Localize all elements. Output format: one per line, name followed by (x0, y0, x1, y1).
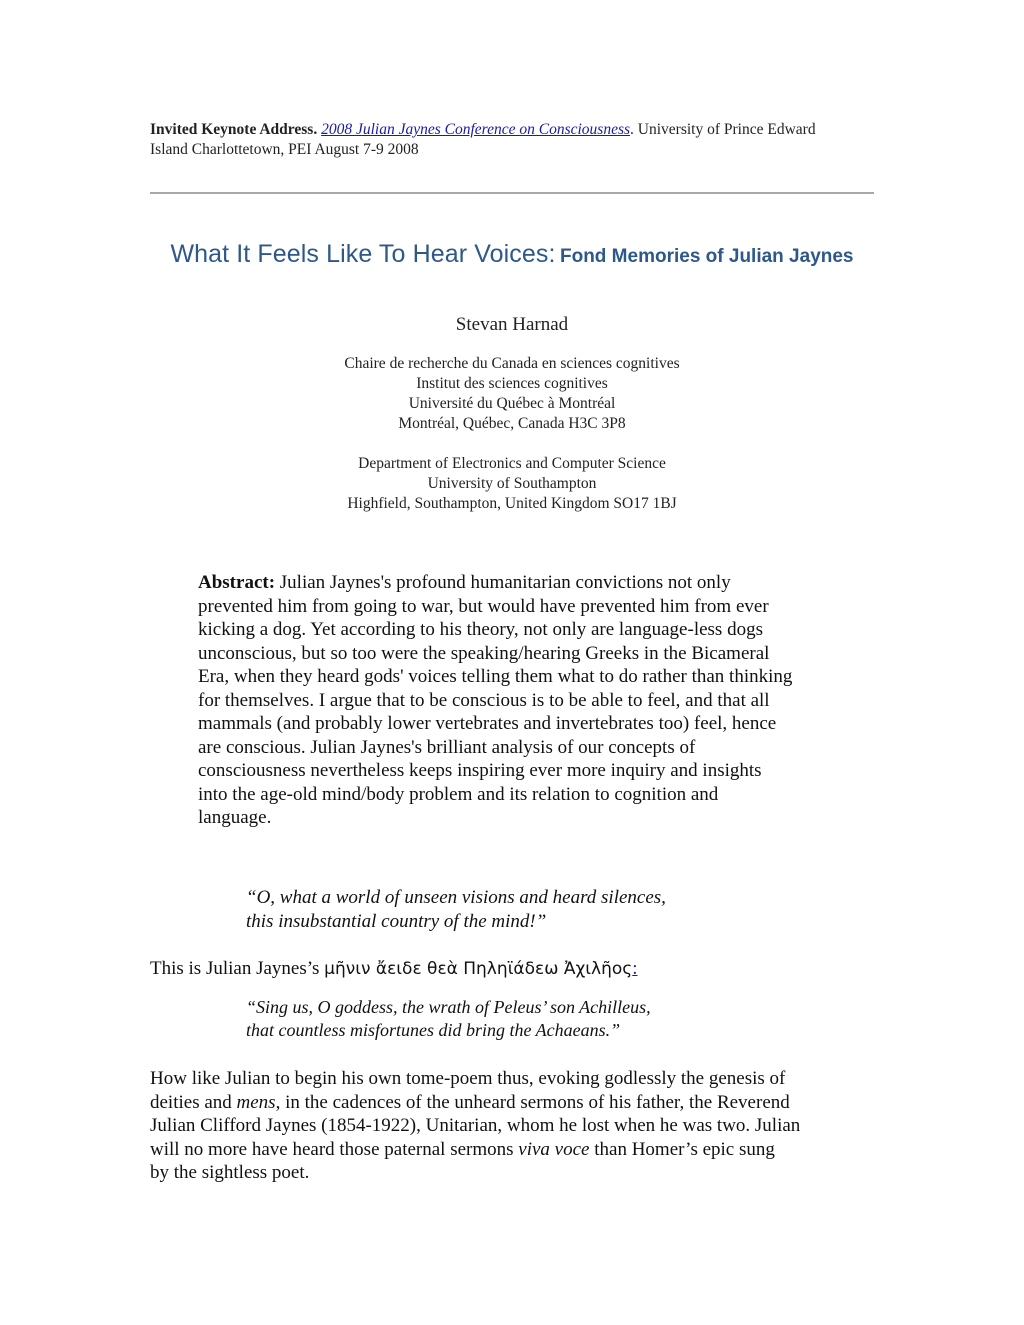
abstract-line: consciousness nevertheless keeps inspiring ever more inquiry and insights (198, 760, 762, 781)
paragraph-line: How like Julian to begin his own tome-poem thus, evoking godlessly the genesis of (150, 1068, 786, 1089)
affiliation-line: Department of Electronics and Computer Science (358, 455, 666, 472)
paragraph-line: deities and mens, in the cadences of the unheard sermons of his father, the Reverend (150, 1091, 790, 1113)
affiliation-southampton (0, 454, 1024, 514)
abstract (198, 571, 878, 830)
conference-link[interactable]: 2008 Julian Jaynes Conference on Consciousness (321, 121, 631, 138)
affiliation-montreal (0, 354, 1024, 434)
author-name: Stevan Harnad (455, 314, 569, 335)
abstract-line: language. (198, 807, 272, 828)
quote-line: this insubstantial country of the mind!” (246, 910, 547, 932)
paragraph-line: will no more have heard those paternal sermons viva voce than Homer’s epic sung (150, 1138, 775, 1160)
header-lead: Invited Keynote Address. (150, 121, 318, 138)
italic-mens: mens (236, 1091, 276, 1113)
abstract-line: Abstract: Julian Jaynes's profound humanitarian convictions not only (198, 572, 731, 593)
greek-text: μῆνιν ἄειδε θεὰ Πηληϊάδεω Ἀχιλῆος (324, 959, 633, 979)
paragraph-line: by the sightless poet. (150, 1162, 310, 1183)
epigraph-quote (246, 886, 846, 933)
header-line-2: Island Charlottetown, PEI August 7-9 2008 (150, 141, 419, 158)
quote-line: “Sing us, O goddess, the wrath of Peleus’ son Achilleus, (246, 997, 651, 1017)
affiliation-line: Université du Québec à Montréal (408, 395, 616, 412)
title-main: What It Feels Like To Hear Voices: (170, 240, 556, 268)
affiliation-line: Chaire de recherche du Canada en sciences cognitives (344, 355, 680, 372)
greek-colon-link[interactable]: : (632, 958, 638, 979)
abstract-line: for themselves. I argue that to be conscious is to be able to feel, and that all (198, 689, 770, 711)
affiliation-line: Highfield, Southampton, United Kingdom SO17 1BJ (347, 495, 677, 512)
abstract-line: into the age-old mind/body problem and its relation to cognition and (198, 783, 719, 805)
homer-line (150, 957, 890, 981)
paragraph-line: Julian Clifford Jaynes (1854-1922), Unitarian, whom he lost when he was two. Julian (150, 1115, 801, 1136)
quote-line: that countless misfortunes did bring the Achaeans.” (246, 1020, 621, 1040)
body-paragraph (150, 1067, 878, 1185)
title-sub: Fond Memories of Julian Jaynes (559, 246, 854, 267)
homer-prefix: This is Julian Jaynes’s (150, 958, 325, 979)
iliad-translation-quote (246, 996, 846, 1042)
abstract-line: prevented him from going to war, but would have prevented him from ever (198, 595, 769, 617)
affiliation-line: University of Southampton (427, 475, 597, 492)
keynote-header (150, 120, 880, 160)
header-rest: . University of Prince Edward (630, 121, 816, 138)
abstract-label: Abstract: (198, 572, 276, 593)
abstract-line: unconscious, but so too were the speaking/hearing Greeks in the Bicameral (198, 642, 770, 664)
paper-title (0, 240, 1024, 269)
abstract-line: kicking a dog. Yet according to his theory, not only are language-less dogs (198, 619, 763, 640)
horizontal-rule (150, 192, 874, 194)
italic-viva-voce: viva voce (518, 1138, 590, 1160)
abstract-line: are conscious. Julian Jaynes's brilliant analysis of our concepts of (198, 736, 696, 758)
abstract-line: mammals (and probably lower vertebrates and invertebrates too) feel, hence (198, 713, 777, 734)
affiliation-line: Institut des sciences cognitives (416, 375, 608, 392)
abstract-line: Era, when they heard gods' voices telling them what to do rather than thinking (198, 666, 793, 687)
header-line-1 (150, 120, 880, 140)
quote-line: “O, what a world of unseen visions and heard silences, (246, 887, 666, 908)
affiliation-line: Montréal, Québec, Canada H3C 3P8 (398, 415, 626, 432)
